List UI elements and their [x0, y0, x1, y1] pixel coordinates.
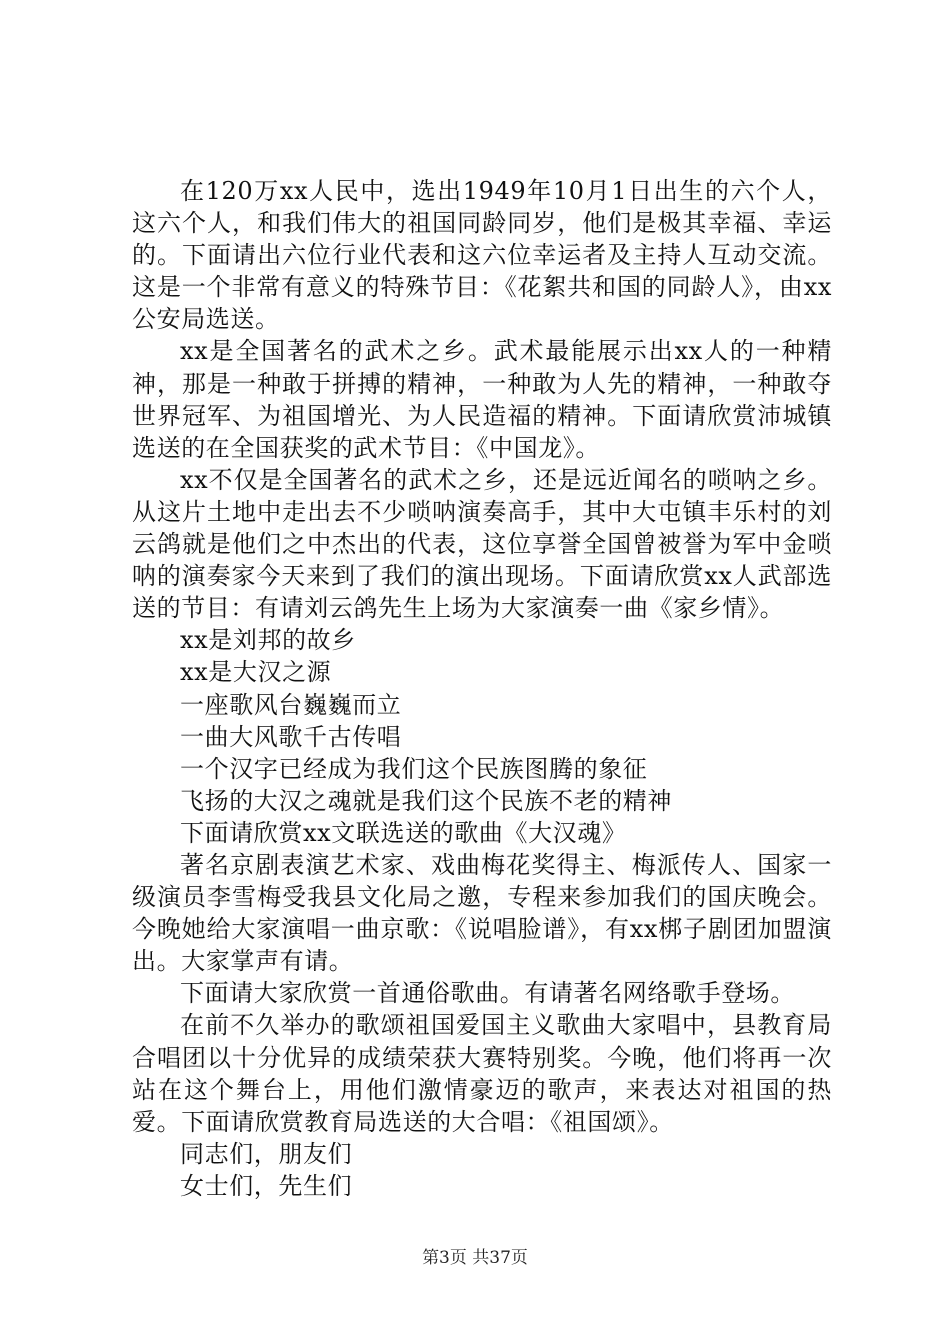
closing-line: 同志们，朋友们	[180, 1139, 353, 1168]
poem-line: 一曲大风歌千古传唱	[180, 722, 402, 751]
paragraph-pop-song: 下面请大家欣赏一首通俗歌曲。有请著名网络歌手登场。	[180, 979, 795, 1008]
closing-line: 女士们，先生们	[180, 1171, 353, 1200]
paragraph-martial-arts: xx是全国著名的武术之乡。武术最能展示出xx人的一种精神，那是一种敢于拼搏的精神，一种敢为人先的精神，一种敢夺世界冠军、为祖国增光、为人民造福的精神。下面请欣赏沛城镇选送的在全国获奖的武术节目：《中国龙》。	[132, 337, 832, 462]
page-number-footer: 第3页 共37页	[422, 1248, 528, 1268]
poem-line: 一座歌风台巍巍而立	[180, 690, 402, 719]
poem-line: xx是刘邦的故乡	[180, 626, 356, 655]
paragraph-peking-opera: 著名京剧表演艺术家、戏曲梅花奖得主、梅派传人、国家一级演员李雪梅受我县文化局之邀，专程来参加我们的国庆晚会。今晚她给大家演唱一曲京歌：《说唱脸谱》，有xx梆子剧团加盟演出。大家掌声有请。	[132, 850, 832, 976]
paragraph-birthday-peers: 在120万xx人民中，选出1949年10月1日出生的六个人，这六个人，和我们伟大的祖国同龄同岁，他们是极其幸福、幸运的。下面请出六位行业代表和这六位幸运者及主持人互动交流。这是一个非常有意义的特殊节目：《花絮共和国的同龄人》，由xx公安局选送。	[132, 177, 832, 334]
poem-line: 飞扬的大汉之魂就是我们这个民族不老的精神	[180, 786, 672, 815]
paragraph-suona: xx不仅是全国著名的武术之乡，还是远近闻名的唢呐之乡。从这片土地中走出去不少唢呐演奏高手，其中大屯镇丰乐村的刘云鸽就是他们之中杰出的代表，这位享誉全国曾被誉为军中金唢呐的演奏家今天来到了我们的演出现场。下面请欣赏xx人武部选送的节目：有请刘云鸽先生上场为大家演奏一曲《家乡情》。	[132, 465, 832, 623]
paragraph-chorus: 在前不久举办的歌颂祖国爱国主义歌曲大家唱中，县教育局合唱团以十分优异的成绩荣获大赛特别奖。今晚，他们将再一次站在这个舞台上，用他们激情豪迈的歌声，来表达对祖国的热爱。下面请欣赏教育局选送的大合唱：《祖国颂》。	[132, 1011, 832, 1136]
poem-line: 下面请欣赏xx文联选送的歌曲《大汉魂》	[180, 818, 627, 847]
document-body	[132, 175, 832, 1202]
poem-line: 一个汉字已经成为我们这个民族图腾的象征	[180, 754, 648, 783]
poem-line: xx是大汉之源	[180, 658, 332, 687]
